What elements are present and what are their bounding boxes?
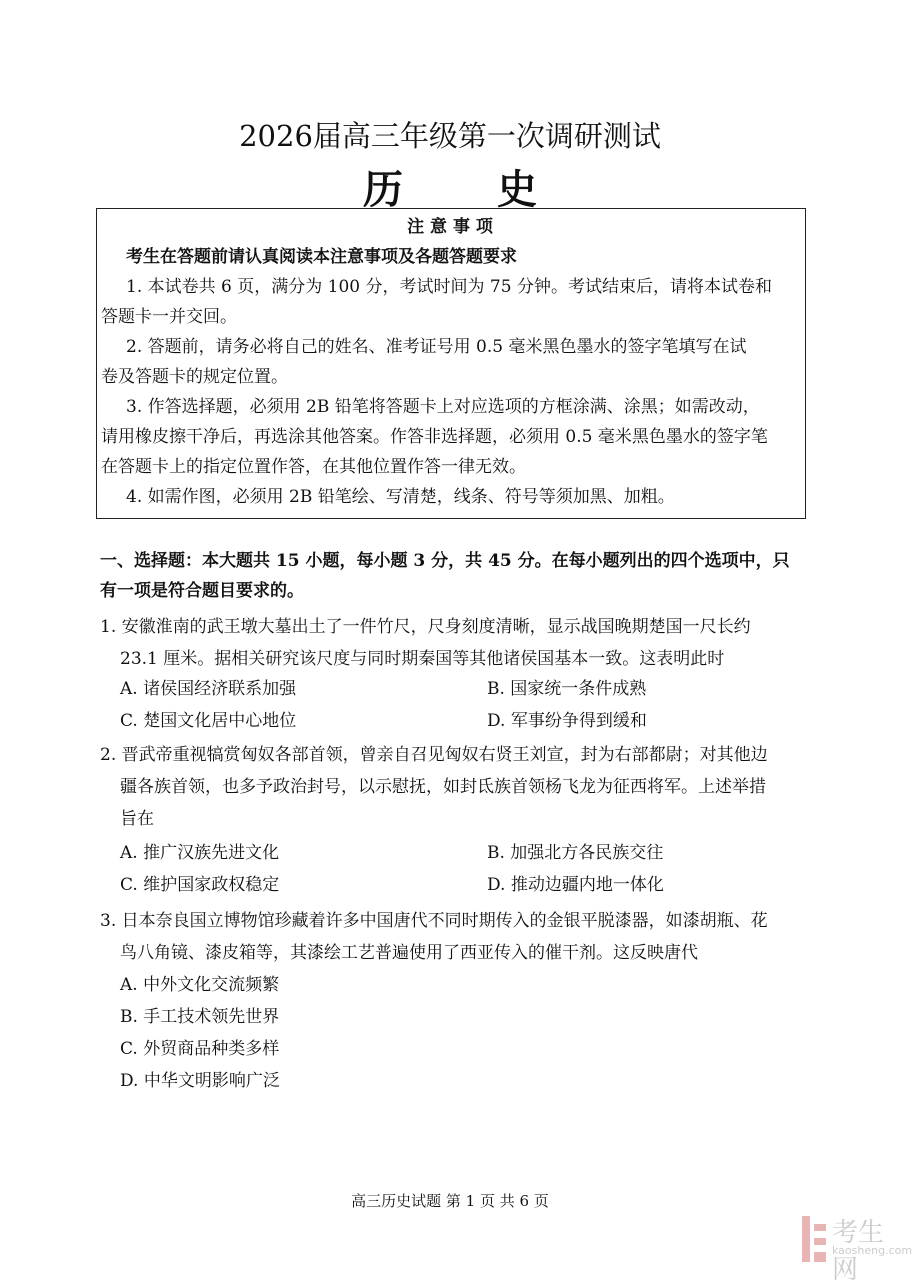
option-d: D. 军事纷争得到缓和: [487, 711, 647, 731]
option-d: D. 中华文明影响广泛: [120, 1071, 280, 1091]
page-footer: 高三历史试题 第 1 页 共 6 页: [351, 1192, 549, 1210]
section-heading: 有一项是符合题目要求的。: [100, 581, 304, 601]
watermark-logo: [800, 1212, 912, 1285]
notice-line: 答题卡一并交回。: [101, 307, 237, 327]
option-a: A. 推广汉族先进文化: [120, 843, 280, 863]
option-b: B. 手工技术领先世界: [120, 1007, 280, 1027]
option-c: C. 楚国文化居中心地位: [120, 711, 297, 731]
question-stem: 鸟八角镜、漆皮箱等，其漆绘工艺普遍使用了西亚传入的催干剂。这反映唐代: [120, 943, 698, 963]
option-b: B. 加强北方各民族交往: [487, 843, 664, 863]
notice-heading: 注 意 事 项: [407, 217, 493, 237]
notice-line: 卷及答题卡的规定位置。: [101, 367, 288, 387]
section-heading: 一、选择题：本大题共 15 小题，每小题 3 分，共 45 分。在每小题列出的四个选项中，只: [100, 551, 790, 571]
question-stem: 3. 日本奈良国立博物馆珍藏着许多中国唐代不同时期传入的金银平脱漆器，如漆胡瓶、花: [100, 911, 768, 931]
notice-line: 请用橡皮擦干净后，再选涂其他答案。作答非选择题，必须用 0.5 毫米黑色墨水的签字笔: [101, 427, 768, 447]
question-stem: 23.1 厘米。据相关研究该尺度与同时期秦国等其他诸侯国基本一致。这表明此时: [120, 649, 725, 669]
watermark-url: kaosheng.com: [832, 1244, 912, 1257]
question-stem: 疆各族首领，也多予政治封号，以示慰抚，如封氐族首领杨飞龙为征西将军。上述举措: [120, 777, 766, 797]
notice-line: 在答题卡上的指定位置作答，在其他位置作答一律无效。: [101, 457, 526, 477]
option-b: B. 国家统一条件成熟: [487, 679, 647, 699]
kaosheng-logo-icon: [800, 1216, 828, 1262]
subject-title: 历 史: [363, 166, 577, 213]
exam-title: 2026届高三年级第一次调研测试: [239, 119, 661, 153]
option-d: D. 推动边疆内地一体化: [487, 875, 664, 895]
notice-line: 1. 本试卷共 6 页，满分为 100 分，考试时间为 75 分钟。考试结束后，请将本试卷和: [126, 277, 772, 297]
option-a: A. 诸侯国经济联系加强: [120, 679, 297, 699]
question-stem: 旨在: [120, 809, 154, 829]
notice-line: 3. 作答选择题，必须用 2B 铅笔将答题卡上对应选项的方框涂满、涂黑；如需改动，: [126, 397, 760, 417]
notice-line: 4. 如需作图，必须用 2B 铅笔绘、写清楚，线条、符号等须加黑、加粗。: [126, 487, 675, 507]
option-a: A. 中外文化交流频繁: [120, 975, 280, 995]
watermark-name: 考生网: [832, 1218, 885, 1285]
notice-line: 2. 答题前，请务必将自己的姓名、准考证号用 0.5 毫米黑色墨水的签字笔填写在试: [126, 337, 747, 357]
question-stem: 2. 晋武帝重视犒赏匈奴各部首领，曾亲自召见匈奴右贤王刘宣，封为右部都尉；对其他边: [100, 745, 768, 765]
question-stem: 1. 安徽淮南的武王墩大墓出土了一件竹尺，尺身刻度清晰，显示战国晚期楚国一尺长约: [100, 617, 751, 637]
option-c: C. 外贸商品种类多样: [120, 1039, 280, 1059]
option-c: C. 维护国家政权稳定: [120, 875, 280, 895]
notice-intro: 考生在答题前请认真阅读本注意事项及各题答题要求: [126, 247, 517, 267]
